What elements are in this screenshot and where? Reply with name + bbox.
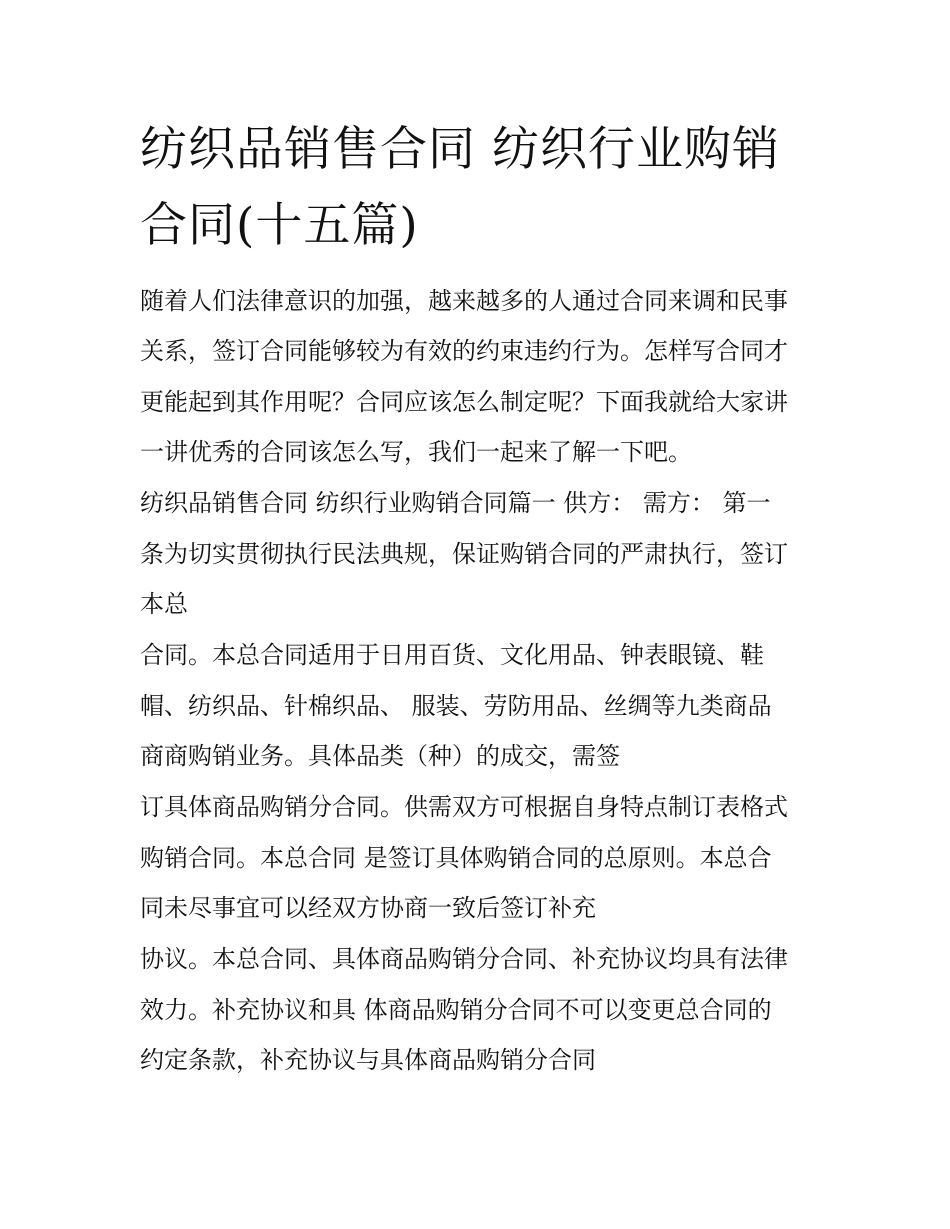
title-line: 纺织品销售合同 纺织行业购销 (140, 122, 780, 177)
body-line: 一讲优秀的合同该怎么写，我们一起来了解一下吧。 (140, 438, 692, 466)
body-line: 帽、纺织品、针棉织品、 服装、劳防用品、丝绸等九类商品 (140, 692, 772, 720)
body-line: 关系，签订合同能够较为有效的约束违约行为。怎样写合同才 (140, 337, 788, 365)
body-line: 同未尽事宜可以经双方协商一致后签订补充 (140, 894, 596, 922)
body-line: 商商购销业务。具体品类（种）的成交，需签 (140, 742, 620, 770)
body-line: 本总 (140, 590, 188, 618)
body-line: 纺织品销售合同 纺织行业购销合同篇一 供方： 需方： 第一 (140, 489, 771, 517)
body-line: 约定条款，补充协议与具体商品购销分合同 (140, 1046, 596, 1074)
body-line: 购销合同。本总合同 是签订具体购销合同的总原则。本总合 (140, 844, 772, 872)
body-line: 随着人们法律意识的加强，越来越多的人通过合同来调和民事 (140, 287, 788, 315)
body-line: 协议。本总合同、具体商品购销分合同、补充协议均具有法律 (140, 945, 788, 973)
document-title (140, 112, 820, 264)
body-line: 订具体商品购销分合同。供需双方可根据自身特点制订表格式 (140, 793, 788, 821)
body-line: 更能起到其作用呢？合同应该怎么制定呢？下面我就给大家讲 (140, 388, 788, 416)
body-line: 合同。本总合同适用于日用百货、文化用品、钟表眼镜、鞋 (140, 641, 764, 669)
body-line: 条为切实贯彻执行民法典规，保证购销合同的严肃执行，签订 (140, 540, 788, 568)
title-line: 合同(十五篇) (140, 198, 419, 253)
body-line: 效力。补充协议和具 体商品购销分合同不可以变更总合同的 (140, 996, 772, 1024)
